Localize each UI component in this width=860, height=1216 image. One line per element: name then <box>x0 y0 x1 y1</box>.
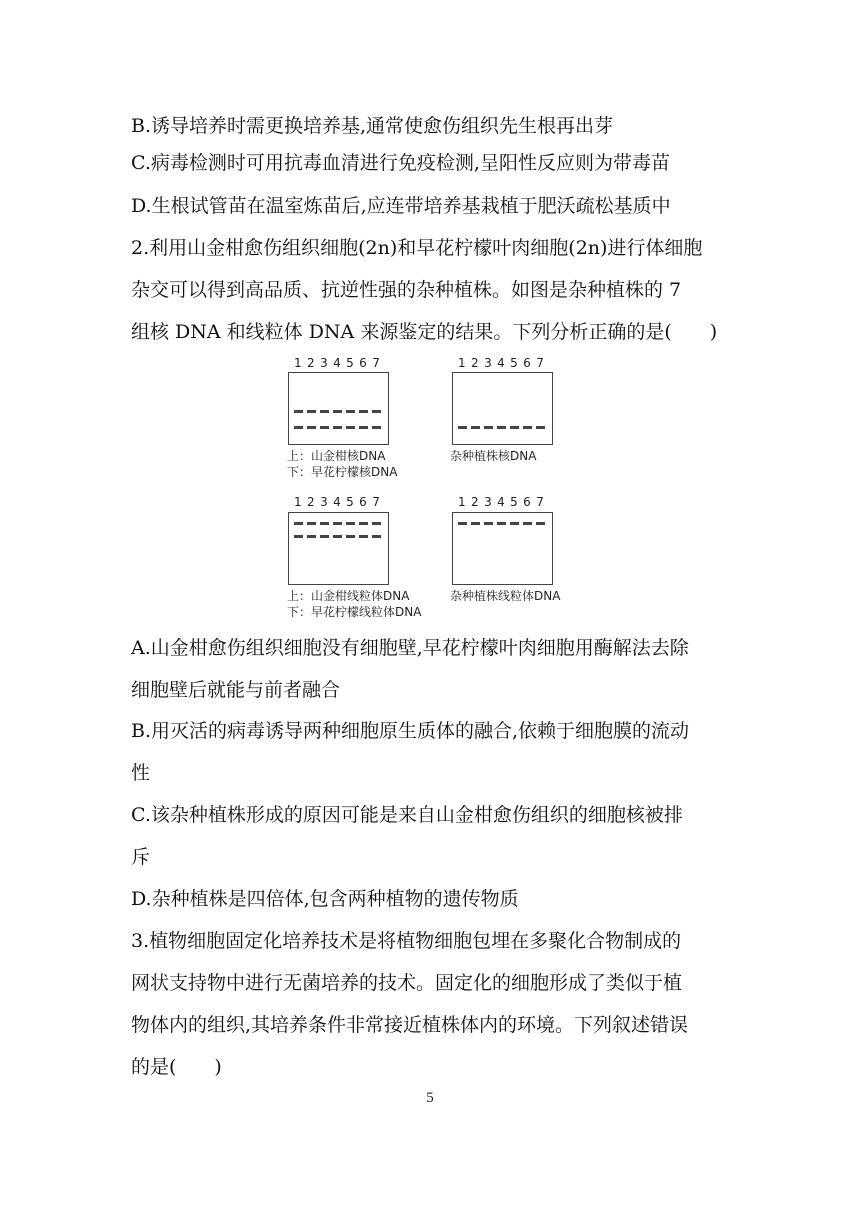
band <box>294 426 303 429</box>
band <box>333 522 342 525</box>
band <box>458 522 467 525</box>
option-b-line-2: 性 <box>131 762 151 784</box>
question-3-line-4: 的是( ) <box>131 1056 222 1078</box>
band <box>471 426 480 429</box>
panel-caption-lower: 下：早花柠檬核DNA <box>287 465 398 479</box>
band <box>307 410 316 413</box>
panel-caption-upper: 上：山金柑线粒体DNA <box>287 589 410 603</box>
band <box>320 426 329 429</box>
band <box>484 426 493 429</box>
band <box>333 410 342 413</box>
band <box>359 410 368 413</box>
question-2-line-1: 2.利用山金柑愈伤组织细胞(2n)和早花柠檬叶肉细胞(2n)进行体细胞 <box>131 237 703 259</box>
gel-panel-nuclear-hybrid <box>452 372 553 445</box>
band <box>346 535 355 538</box>
option-d-line-1: D.杂种植株是四倍体,包含两种植物的遗传物质 <box>131 888 519 910</box>
panel-caption-upper: 上：山金柑核DNA <box>287 449 386 463</box>
band <box>359 522 368 525</box>
panel-caption: 杂种植株线粒体DNA <box>450 589 561 603</box>
band <box>294 522 303 525</box>
band <box>359 535 368 538</box>
question-3-line-1: 3.植物细胞固定化培养技术是将植物细胞包埋在多聚化合物制成的 <box>131 930 682 952</box>
band <box>372 426 381 429</box>
band <box>372 535 381 538</box>
band <box>320 535 329 538</box>
band <box>307 535 316 538</box>
option-a-line-1: A.山金柑愈伤组织细胞没有细胞壁,早花柠檬叶肉细胞用酶解法去除 <box>131 637 689 659</box>
band <box>372 410 381 413</box>
band <box>497 522 506 525</box>
band <box>536 522 545 525</box>
band <box>333 535 342 538</box>
band <box>484 522 493 525</box>
page-number: 5 <box>426 1090 434 1106</box>
band <box>471 522 480 525</box>
panel-caption: 杂种植株核DNA <box>450 449 537 463</box>
lane-numbers: 1234567 <box>294 356 386 370</box>
lane-numbers: 1234567 <box>458 495 550 509</box>
option-c-line-2: 斥 <box>131 846 151 868</box>
band <box>536 426 545 429</box>
band <box>307 426 316 429</box>
lane-numbers: 1234567 <box>294 495 386 509</box>
band <box>294 535 303 538</box>
band <box>346 522 355 525</box>
text-line-3: D.生根试管苗在温室炼苗后,应连带培养基栽植于肥沃疏松基质中 <box>131 195 671 217</box>
band <box>333 426 342 429</box>
text-line-1: B.诱导培养时需更换培养基,通常使愈伤组织先生根再出芽 <box>131 115 614 137</box>
question-3-line-2: 网状支持物中进行无菌培养的技术。固定化的细胞形成了类似于植 <box>131 972 683 994</box>
question-2-line-3: 组核 DNA 和线粒体 DNA 来源鉴定的结果。下列分析正确的是( ) <box>131 321 718 343</box>
band <box>458 426 467 429</box>
band <box>320 410 329 413</box>
panel-caption-lower: 下：早花柠檬线粒体DNA <box>287 605 422 619</box>
option-c-line-1: C.该杂种植株形成的原因可能是来自山金柑愈伤组织的细胞核被排 <box>131 804 683 826</box>
text-line-2: C.病毒检测时可用抗毒血清进行免疫检测,呈阳性反应则为带毒苗 <box>131 152 670 174</box>
band <box>346 410 355 413</box>
band <box>307 522 316 525</box>
band <box>359 426 368 429</box>
question-2-line-2: 杂交可以得到高品质、抗逆性强的杂种植株。如图是杂种植株的 7 <box>131 279 682 301</box>
option-b-line-1: B.用灭活的病毒诱导两种细胞原生质体的融合,依赖于细胞膜的流动 <box>131 720 690 742</box>
band <box>523 426 532 429</box>
gel-panel-mito-hybrid <box>452 512 553 585</box>
band <box>346 426 355 429</box>
band <box>510 522 519 525</box>
gel-panel-mito-parents <box>288 512 389 585</box>
lane-numbers: 1234567 <box>458 356 550 370</box>
band <box>523 522 532 525</box>
band <box>372 522 381 525</box>
gel-panel-nuclear-parents <box>288 372 389 445</box>
band <box>510 426 519 429</box>
band <box>320 522 329 525</box>
option-a-line-2: 细胞壁后就能与前者融合 <box>131 679 341 701</box>
band <box>294 410 303 413</box>
question-3-line-3: 物体内的组织,其培养条件非常接近植株体内的环境。下列叙述错误 <box>131 1014 689 1036</box>
band <box>497 426 506 429</box>
